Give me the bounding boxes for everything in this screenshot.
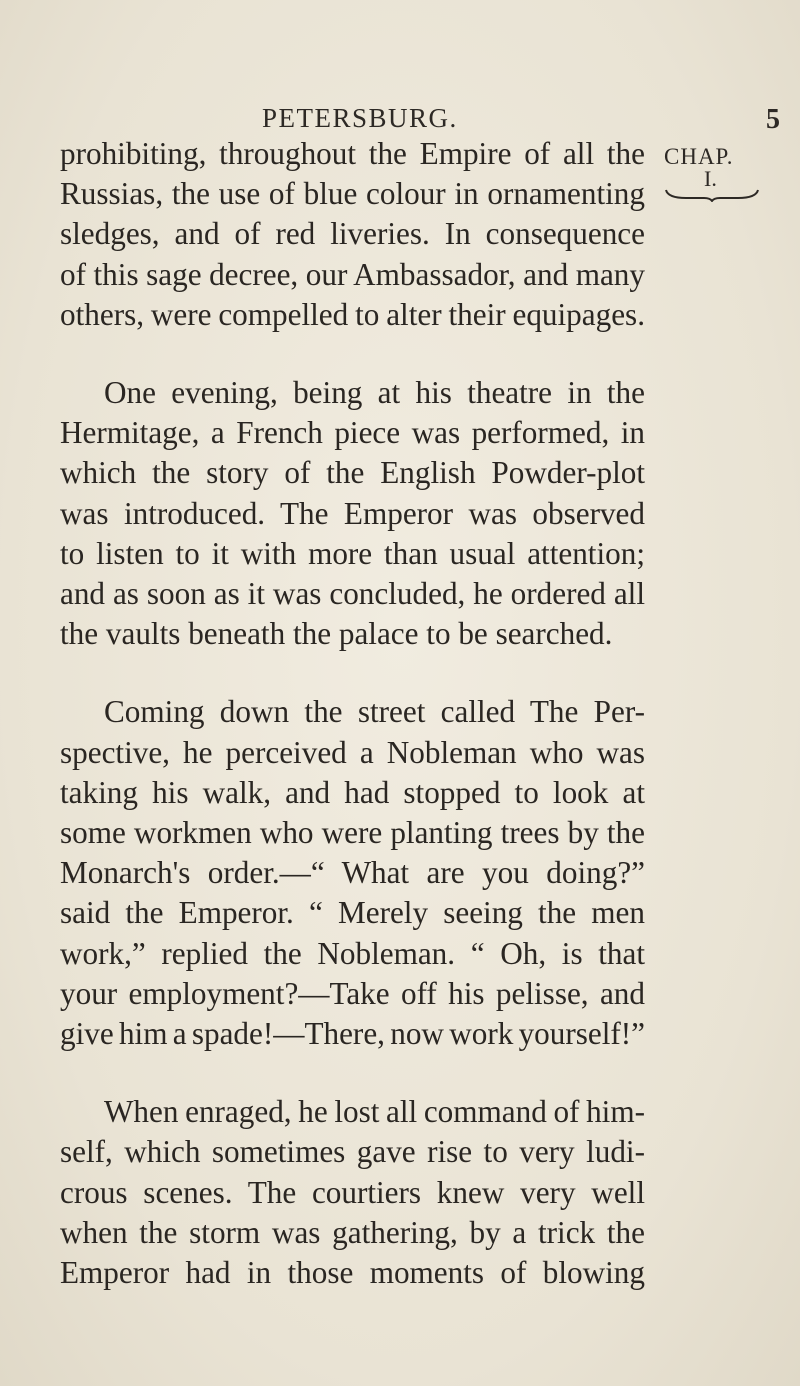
text-line: crous scenes. The courtiers knew very well xyxy=(60,1174,645,1210)
running-head: PETERSBURG. xyxy=(262,103,458,133)
text-line: of this sage decree, our Ambassador, and many xyxy=(60,256,645,292)
chapter-margin-note xyxy=(664,146,794,202)
text-line: spective, he perceived a Nobleman who was xyxy=(60,734,645,770)
text-line: the vaults beneath the palace to be searched. xyxy=(60,616,613,652)
text-line: Emperor had in those moments of blowing xyxy=(60,1255,645,1291)
page-number: 5 xyxy=(766,104,780,135)
text-line: work,” replied the Nobleman. “ Oh, is that xyxy=(60,935,645,971)
text-line: Coming down the street called The Per- xyxy=(104,694,645,730)
text-line: self, which sometimes gave rise to very ludi- xyxy=(60,1134,645,1170)
text-line: One evening, being at his theatre in the xyxy=(104,375,645,411)
body-text xyxy=(60,134,645,1293)
text-line: give him a spade!—There, now work yourself!” xyxy=(60,1016,645,1052)
text-line: others, were compelled to alter their equipages. xyxy=(60,296,645,332)
text-line: Monarch's order.—“ What are you doing?” xyxy=(60,855,645,891)
paragraph xyxy=(60,373,645,654)
paragraph xyxy=(60,1092,645,1293)
text-line: your employment?—Take off his pelisse, and xyxy=(60,975,645,1011)
chapter-numeral: I. xyxy=(704,166,717,191)
text-line: to listen to it with more than usual attention; xyxy=(60,535,645,571)
text-line: taking his walk, and had stopped to look at xyxy=(60,774,645,810)
text-line: Hermitage, a French piece was performed, in xyxy=(60,415,645,451)
text-line: said the Emperor. “ Merely seeing the men xyxy=(60,895,645,931)
text-line: when the storm was gathering, by a trick the xyxy=(60,1214,645,1250)
paragraph xyxy=(60,692,645,1054)
text-line: prohibiting, throughout the Empire of all the xyxy=(60,136,645,171)
text-line: which the story of the English Powder-plot xyxy=(60,455,645,491)
text-line: When enraged, he lost all command of him- xyxy=(104,1094,645,1130)
text-line: some workmen who were planting trees by the xyxy=(60,815,645,851)
text-line: Russias, the use of blue colour in ornamenting xyxy=(60,176,645,212)
paragraph xyxy=(60,134,645,335)
chapter-label: CHAP. xyxy=(664,144,734,169)
text-line: sledges, and of red liveries. In consequence xyxy=(60,216,645,252)
text-line: was introduced. The Emperor was observed xyxy=(60,495,645,531)
text-line: and as soon as it was concluded, he ordered all xyxy=(60,576,645,612)
